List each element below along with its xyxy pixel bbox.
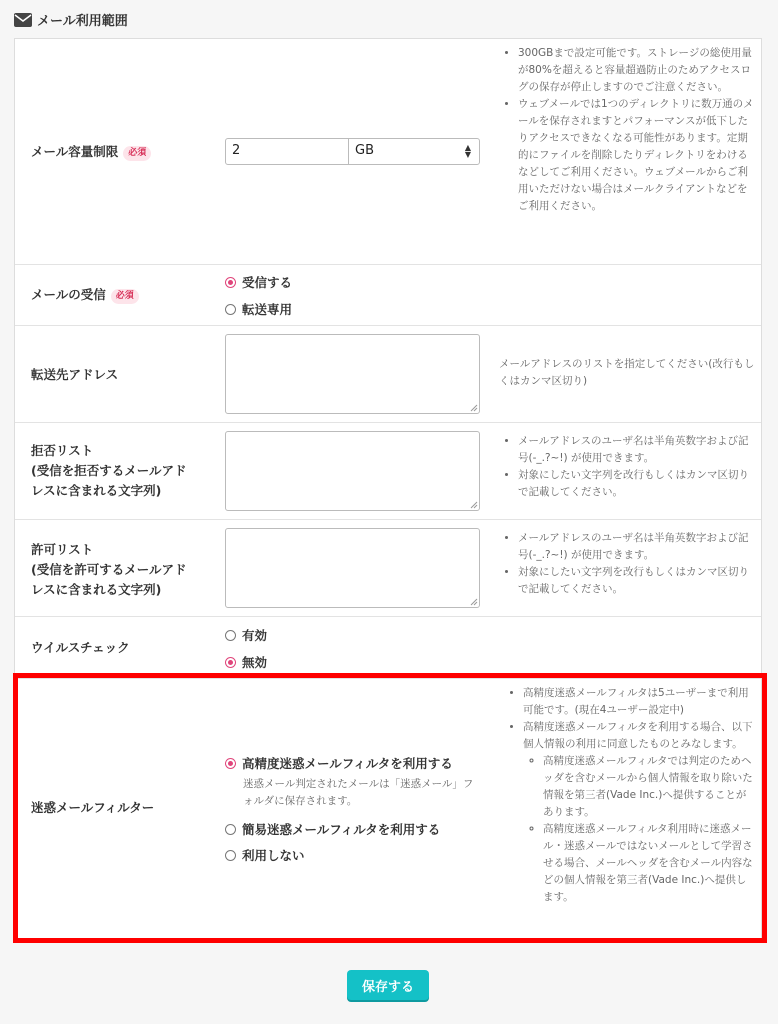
allow-label-line: レスに含まれる文字列)	[31, 582, 162, 597]
forward-help: メールアドレスのリストを指定してください(改行もしくはカンマ区切り)	[499, 358, 755, 387]
section-title: メール利用範囲	[37, 14, 128, 29]
save-button[interactable]: 保存する	[347, 970, 429, 1000]
required-badge: 必須	[111, 289, 139, 304]
help-item: • ウェブメールでは1つのディレクトリに数万通のメールを保存されますとパフォーマンスが低下したりアクセスできなくなる可能性があります。定期的にファイルを削除したりディレクトリをわけるなどしてご利用ください。ウェブメールからご利用いただけない場合はメールクライアントなどをご利用ください。	[518, 96, 755, 215]
deny-label-line: (受信を拒否するメールアド	[31, 463, 187, 478]
allow-label-line: 許可リスト	[31, 542, 94, 557]
receive-label-text: メールの受信	[31, 287, 106, 302]
help-item: • 対象にしたい文字列を改行もしくはカンマ区切りで記載してください。	[518, 564, 755, 598]
resize-grip-icon[interactable]	[470, 501, 478, 509]
help-item: • 対象にしたい文字列を改行もしくはカンマ区切りで記載してください。	[518, 467, 755, 501]
spam-label: 迷惑メールフィルター	[31, 800, 155, 815]
deny-help	[500, 433, 755, 501]
row-allow	[15, 520, 761, 617]
row-forward	[15, 326, 761, 423]
radio-spam-advanced[interactable]	[225, 754, 453, 772]
radio-label: 受信する	[242, 275, 293, 290]
capacity-help	[500, 45, 755, 215]
allow-list-textarea[interactable]	[225, 528, 480, 608]
required-badge: 必須	[123, 146, 151, 161]
row-receive	[15, 265, 761, 326]
receive-label	[31, 285, 139, 305]
capacity-label-text: メール容量制限	[31, 144, 119, 159]
radio-checked-icon	[225, 758, 236, 769]
spam-help	[505, 685, 755, 906]
capacity-input[interactable]: 2	[225, 138, 349, 165]
radio-label: 無効	[242, 655, 268, 670]
radio-label: 高精度迷惑メールフィルタを利用する	[242, 756, 453, 771]
radio-label: 利用しない	[242, 848, 305, 863]
deny-list-textarea[interactable]	[225, 431, 480, 511]
radio-label: 簡易迷惑メールフィルタを利用する	[242, 822, 441, 837]
forward-address-textarea[interactable]	[225, 334, 480, 414]
help-item: • 300GBまで設定可能です。ストレージの総使用量が80%を超えると容量超過防止のためアクセスログの保存が停止しますのでご注意ください。	[518, 45, 755, 96]
help-item	[523, 719, 755, 906]
mail-settings-form	[14, 38, 762, 941]
deny-label-line: 拒否リスト	[31, 443, 94, 458]
help-subitem: ◦ 高精度迷惑メールフィルタ利用時に迷惑メール・迷惑メールではないメールとして学習させる場合、メールヘッダを含むメール内容などの個人情報を第三者(Vade Inc.)へ提供します。	[543, 821, 755, 906]
radio-unchecked-icon	[225, 630, 236, 641]
radio-label: 有効	[242, 628, 268, 643]
unit-select-value: GB	[355, 143, 374, 158]
virus-label: ウイルスチェック	[31, 640, 130, 655]
envelope-icon	[14, 13, 32, 27]
deny-label	[31, 441, 186, 501]
radio-checked-icon	[225, 277, 236, 288]
section-header	[14, 10, 128, 29]
help-item: • 高精度迷惑メールフィルタは5ユーザーまで利用可能です。(現在4ユーザー設定中)	[523, 685, 755, 719]
resize-grip-icon[interactable]	[470, 404, 478, 412]
radio-label: 転送専用	[242, 302, 293, 317]
radio-virus-disabled[interactable]	[225, 653, 267, 671]
allow-help	[500, 530, 755, 598]
allow-label-line: (受信を許可するメールアド	[31, 562, 187, 577]
resize-grip-icon[interactable]	[470, 598, 478, 606]
select-arrows-icon: ▲ ▼	[464, 143, 471, 159]
row-spam-filter	[15, 679, 761, 941]
radio-unchecked-icon	[225, 304, 236, 315]
help-item: • メールアドレスのユーザ名は半角英数字および記号(-_.?~!) が使用できます。	[518, 530, 755, 564]
capacity-label	[31, 142, 151, 162]
help-subitem: ◦ 高精度迷惑メールフィルタでは判定のためヘッダを含むメールから個人情報を取り除いた情報を第三者(Vade Inc.)へ提供することがあります。	[543, 753, 755, 821]
radio-receive-on[interactable]	[225, 273, 292, 291]
unit-select[interactable]	[348, 138, 480, 165]
radio-spam-none[interactable]	[225, 846, 305, 864]
allow-label	[31, 540, 186, 600]
deny-label-line: レスに含まれる文字列)	[31, 483, 162, 498]
radio-unchecked-icon	[225, 850, 236, 861]
row-virus-check	[15, 617, 761, 679]
radio-virus-enabled[interactable]	[225, 626, 267, 644]
row-capacity	[15, 39, 761, 265]
help-item: • メールアドレスのユーザ名は半角英数字および記号(-_.?~!) が使用できます。	[518, 433, 755, 467]
radio-spam-simple[interactable]	[225, 820, 440, 838]
radio-forward-only[interactable]	[225, 300, 292, 318]
spam-advanced-note: 迷惑メール判定されたメールは「迷惑メール」フォルダに保存されます。	[243, 778, 474, 807]
forward-label: 転送先アドレス	[31, 367, 119, 382]
radio-unchecked-icon	[225, 824, 236, 835]
row-deny	[15, 423, 761, 520]
help-item-text: 高精度迷惑メールフィルタを利用する場合、以下個人情報の利用に同意したものとみなします。	[523, 721, 753, 750]
radio-checked-icon	[225, 657, 236, 668]
